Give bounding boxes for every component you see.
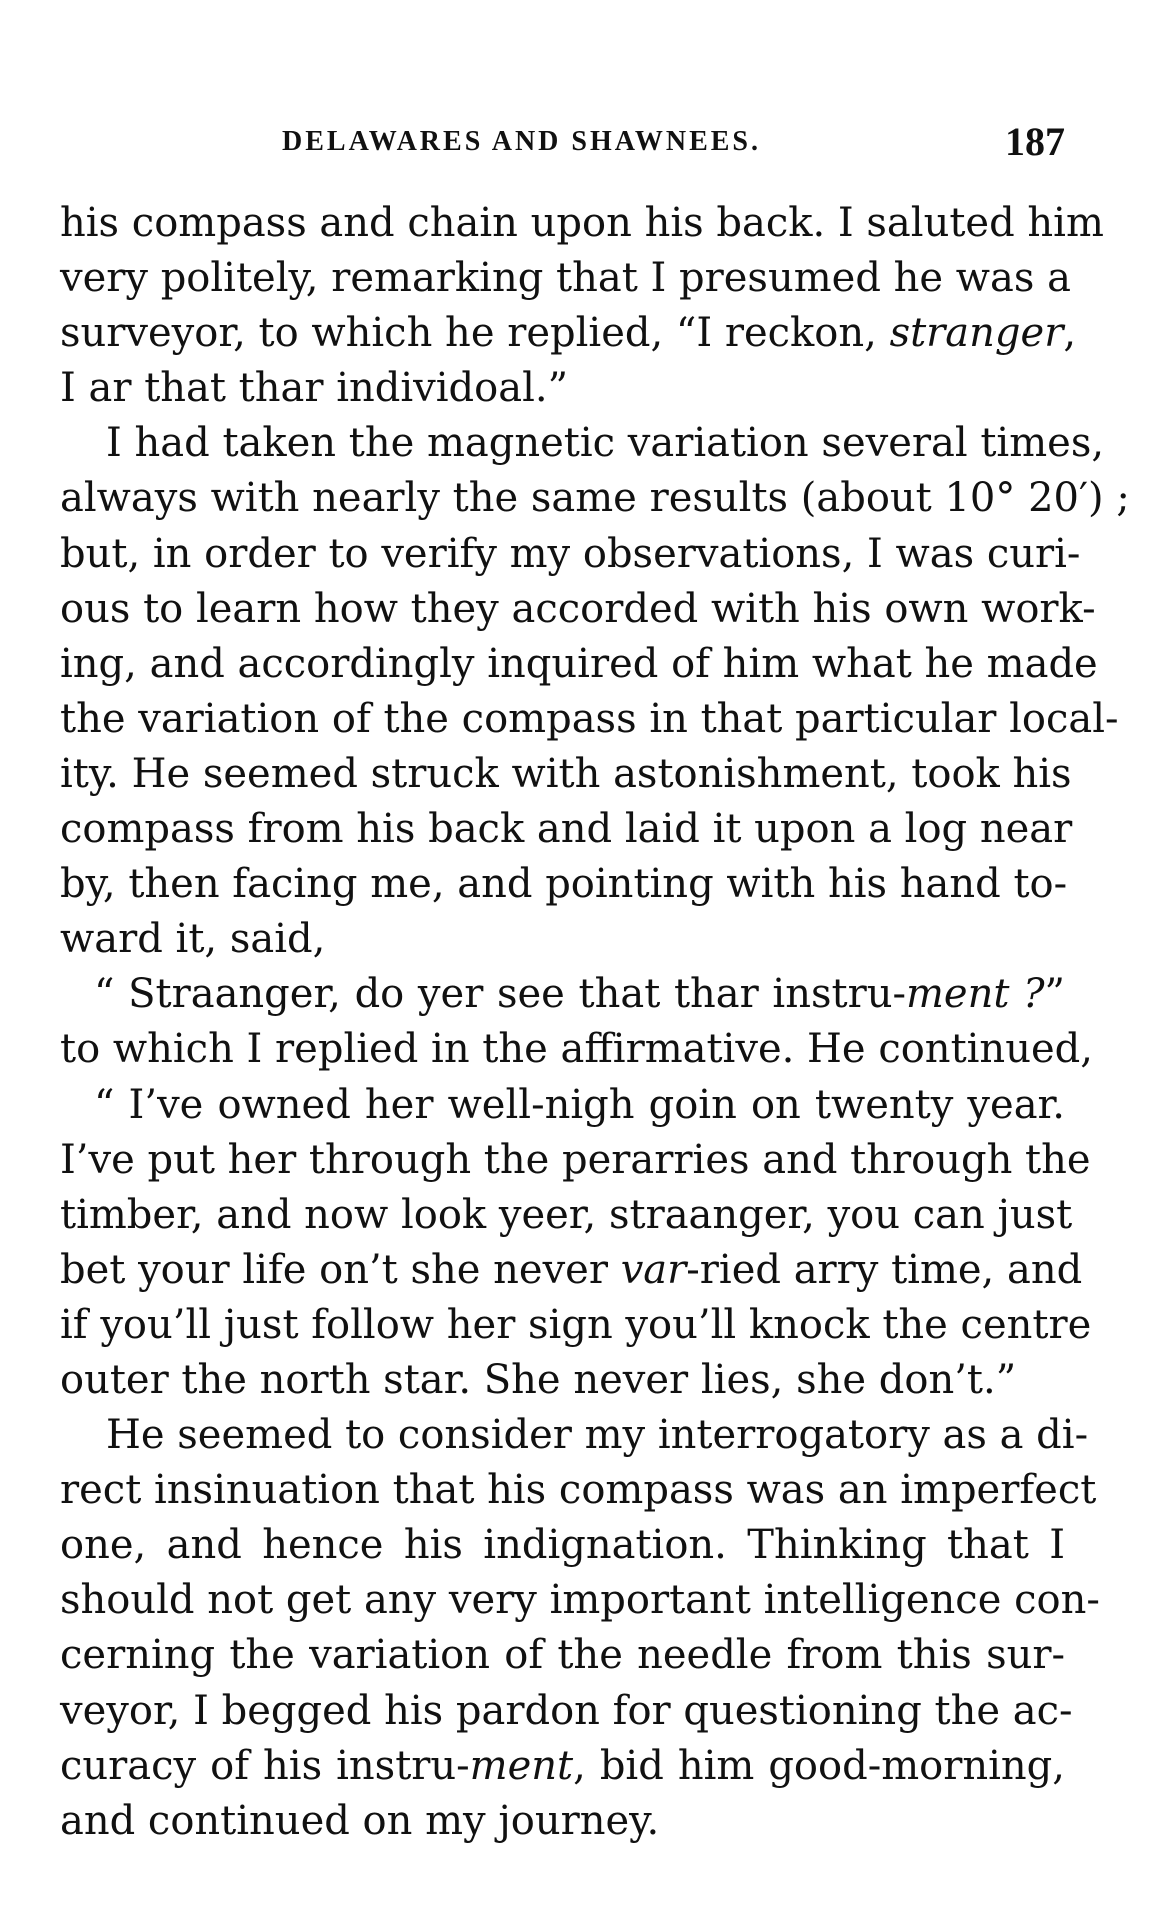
text-line: by, then facing me, and pointing with his hand to-	[60, 861, 1068, 908]
italic-word: ment ?	[905, 971, 1045, 1018]
text-line: compass from his back and laid it upon a log near	[60, 806, 1073, 853]
body-text	[60, 196, 1130, 1849]
text-line: rect insinuation that his compass was an imperfect	[60, 1467, 1097, 1514]
italic-word: stranger	[889, 310, 1064, 357]
text-line: veyor, I begged his pardon for questioning the ac-	[60, 1687, 1073, 1734]
text-line: outer the north star. She never lies, she don’t.”	[60, 1356, 1017, 1403]
text-line: timber, and now look yeer, straanger, you can just	[60, 1191, 1073, 1238]
text-line: I’ve put her through the perarries and through the	[60, 1136, 1091, 1183]
text-line: his compass and chain upon his back. I saluted him	[60, 200, 1104, 246]
text-line: one, and hence his indignation. Thinking that I	[60, 1522, 1065, 1569]
paragraph-start-line: “ I’ve owned her well-nigh goin on twenty year.	[94, 1081, 1065, 1128]
running-title: DELAWARES AND SHAWNEES.	[282, 126, 762, 157]
italic-word: var	[620, 1246, 687, 1293]
italic-word: ment	[469, 1742, 574, 1789]
text-line: but, in order to verify my observations, I was curi-	[60, 530, 1081, 577]
text-line: always with nearly the same results (about 10° 20′) ;	[60, 475, 1130, 522]
running-head	[60, 118, 1065, 168]
text-line: ity. He seemed struck with astonishment, took his	[60, 750, 1072, 797]
text-line: ward it, said,	[60, 916, 326, 963]
text-line: to which I replied in the affirmative. He continued,	[60, 1026, 1093, 1073]
text-line: should not get any very important intelligence con-	[60, 1577, 1100, 1624]
text-line: ous to learn how they accorded with his own work-	[60, 585, 1096, 632]
paragraph-start-line: “ Straanger, do yer see that thar instru-ment ?”	[94, 971, 1065, 1018]
text-line: if you’ll just follow her sign you’ll knock the centre	[60, 1301, 1092, 1348]
paragraph-start-line: He seemed to consider my interrogatory as a di-	[106, 1412, 1089, 1459]
text-line: curacy of his instru-ment, bid him good-morning,	[60, 1742, 1065, 1789]
text-line: cerning the variation of the needle from this sur-	[60, 1632, 1065, 1679]
text-line: bet your life on’t she never var-ried arry time, and	[60, 1246, 1083, 1293]
text-line: ing, and accordingly inquired of him what he made	[60, 640, 1098, 687]
paragraph-start-line: I had taken the magnetic variation several times,	[106, 420, 1105, 467]
text-line: I ar that thar individoal.”	[60, 365, 569, 412]
text-line: very politely, remarking that I presumed he was a	[60, 255, 1071, 302]
text-line: surveyor, to which he replied, “I reckon, stranger,	[60, 310, 1077, 357]
page-number: 187	[1005, 119, 1065, 164]
text-line: and continued on my journey.	[60, 1797, 660, 1844]
text-line: the variation of the compass in that particular local-	[60, 695, 1119, 742]
